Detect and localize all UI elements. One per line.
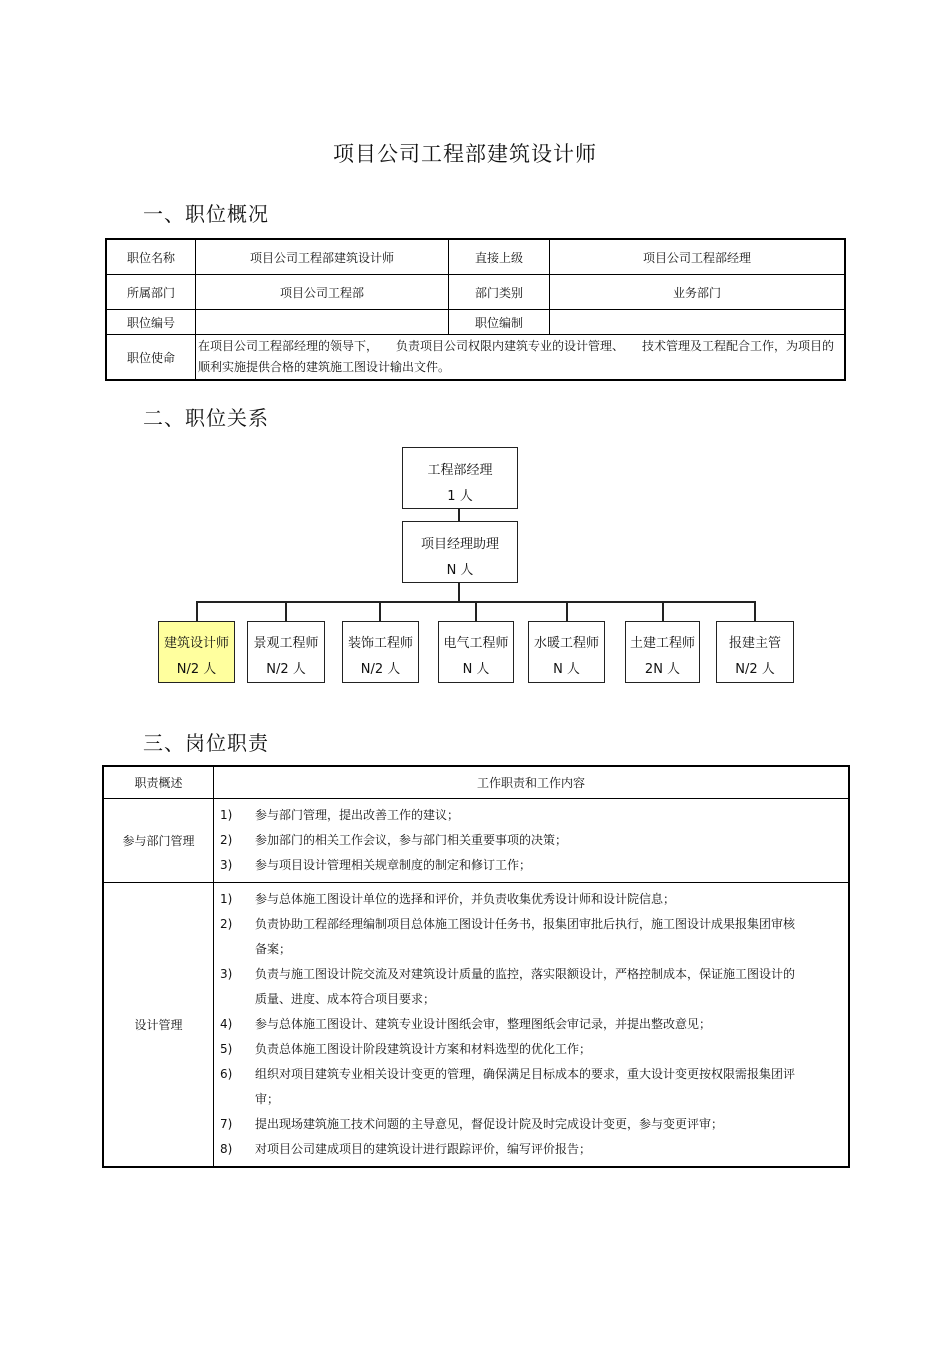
org-node-title: 电气工程师	[443, 636, 509, 651]
connector-line	[662, 601, 664, 621]
org-node-architect	[158, 621, 235, 683]
duty-item	[220, 962, 848, 1012]
duty-item	[220, 853, 848, 878]
duties-table	[102, 765, 850, 1168]
org-node-count: 1 人	[447, 489, 473, 504]
duty-item-text: 提出现场建筑施工技术问题的主导意见，督促设计院及时完成设计变更，参与变更评审；	[255, 1117, 724, 1131]
org-node-count: N/2 人	[176, 662, 217, 677]
duty-item	[220, 828, 848, 853]
document-title: 项目公司工程部建筑设计师	[333, 142, 597, 166]
duty-item-text: 参加部门的相关工作会议，参与部门相关重要事项的决策；	[255, 833, 568, 847]
org-node-electrical	[438, 621, 514, 683]
duty-item	[220, 1137, 848, 1162]
duties-header-summary: 职责概述	[103, 766, 214, 799]
position-name-label: 职位名称	[106, 239, 196, 275]
duty-item-text: 参与总体施工图设计、建筑专业设计图纸会审，整理图纸会审记录，并提出整改意见；	[255, 1017, 712, 1031]
connector-line	[475, 601, 477, 621]
org-node-title: 项目经理助理	[420, 537, 499, 552]
duty-items	[214, 799, 850, 883]
org-node-title: 水暖工程师	[533, 636, 599, 651]
duty-item-text: 负责协助工程部经理编制项目总体施工图设计任务书，报集团审批后执行，施工图设计成果报集团审核备案；	[255, 917, 796, 956]
department-label: 所属部门	[106, 275, 196, 310]
duty-item-num: 2)	[220, 917, 233, 931]
duty-item-text: 对项目公司建成项目的建筑设计进行跟踪评价，编写评价报告；	[255, 1142, 592, 1156]
connector-line	[458, 509, 460, 521]
org-node-title: 土建工程师	[629, 636, 695, 651]
section-heading-overview: 一、职位概况	[143, 202, 269, 226]
duty-item-text: 组织对项目建筑专业相关设计变更的管理，确保满足目标成本的要求，重大设计变更按权限需报集团评审；	[255, 1067, 796, 1106]
position-code-label: 职位编号	[106, 310, 196, 335]
duty-category: 设计管理	[103, 883, 214, 1168]
org-node-title: 建筑设计师	[163, 636, 229, 651]
dept-type-label: 部门类别	[449, 275, 550, 310]
duty-items	[214, 883, 850, 1168]
section-heading-duties: 三、岗位职责	[143, 731, 269, 755]
duty-item	[220, 1112, 848, 1137]
connector-line	[566, 601, 568, 621]
duty-item-num: 8)	[220, 1142, 233, 1156]
dept-type-value: 业务部门	[550, 275, 846, 310]
org-node-count: N/2 人	[360, 662, 401, 677]
headcount-label: 职位编制	[449, 310, 550, 335]
connector-line	[458, 583, 460, 602]
duty-category: 参与部门管理	[103, 799, 214, 883]
org-node-title: 报建主管	[728, 636, 781, 651]
duty-item-text: 参与总体施工图设计单位的选择和评价，并负责收集优秀设计师和设计院信息；	[255, 892, 676, 906]
superior-value: 项目公司工程部经理	[550, 239, 846, 275]
duty-item-num: 1)	[220, 808, 233, 822]
org-node-title: 景观工程师	[253, 636, 319, 651]
org-node-count: N/2 人	[735, 662, 775, 677]
connector-line	[754, 601, 756, 621]
position-code-value	[196, 310, 449, 335]
org-node-count: N 人	[446, 563, 474, 578]
duty-item	[220, 1037, 848, 1062]
duty-item-num: 6)	[220, 1067, 233, 1081]
duties-header-content: 工作职责和工作内容	[214, 766, 850, 799]
org-node-count: 2N 人	[644, 662, 681, 677]
duty-item-num: 3)	[220, 858, 233, 872]
duty-item-num: 5)	[220, 1042, 233, 1056]
duty-item	[220, 1062, 848, 1112]
mission-label: 职位使命	[106, 335, 196, 381]
org-node-count: N 人	[553, 662, 580, 677]
duty-item-num: 1)	[220, 892, 233, 906]
position-name-value: 项目公司工程部建筑设计师	[196, 239, 449, 275]
duty-item	[220, 803, 848, 828]
duty-item-text: 参与部门管理，提出改善工作的建议；	[255, 808, 460, 822]
org-node-count: N 人	[462, 662, 490, 677]
org-node-civil	[625, 621, 700, 683]
connector-line	[196, 601, 198, 621]
mission-text: 在项目公司工程部经理的领导下， 负责项目公司权限内建筑专业的设计管理、 技术管理及工程配合工作，为项目的顺利实施提供合格的建筑施工图设计输出文件。	[196, 335, 846, 381]
superior-label: 直接上级	[449, 239, 550, 275]
org-node-permit	[716, 621, 794, 683]
department-value: 项目公司工程部	[196, 275, 449, 310]
section-heading-relations: 二、职位关系	[143, 406, 269, 430]
org-node-decoration	[342, 621, 419, 683]
org-node-title: 装饰工程师	[347, 636, 413, 651]
duty-item-text: 负责总体施工图设计阶段建筑设计方案和材料选型的优化工作；	[255, 1042, 592, 1056]
connector-line	[379, 601, 381, 621]
duty-item-num: 2)	[220, 833, 233, 847]
duty-item-num: 4)	[220, 1017, 233, 1031]
org-node-landscape	[247, 621, 325, 683]
duty-item-text: 负责与施工图设计院交流及对建筑设计质量的监控，落实限额设计，严格控制成本，保证施工图设计的质量、进度、成本符合项目要求；	[255, 967, 796, 1006]
org-node-count: N/2 人	[266, 662, 306, 677]
duty-item	[220, 1012, 848, 1037]
duty-item-text: 参与项目设计管理相关规章制度的制定和修订工作；	[255, 858, 532, 872]
org-node-hvac	[528, 621, 605, 683]
duty-item	[220, 887, 848, 912]
org-node-assistant	[402, 521, 518, 583]
headcount-value	[550, 310, 846, 335]
org-node-manager	[402, 447, 518, 509]
duty-item-num: 7)	[220, 1117, 233, 1131]
duty-item-num: 3)	[220, 967, 233, 981]
duty-item	[220, 912, 848, 962]
overview-table	[105, 238, 846, 381]
org-node-title: 工程部经理	[427, 463, 493, 478]
connector-line	[285, 601, 287, 621]
